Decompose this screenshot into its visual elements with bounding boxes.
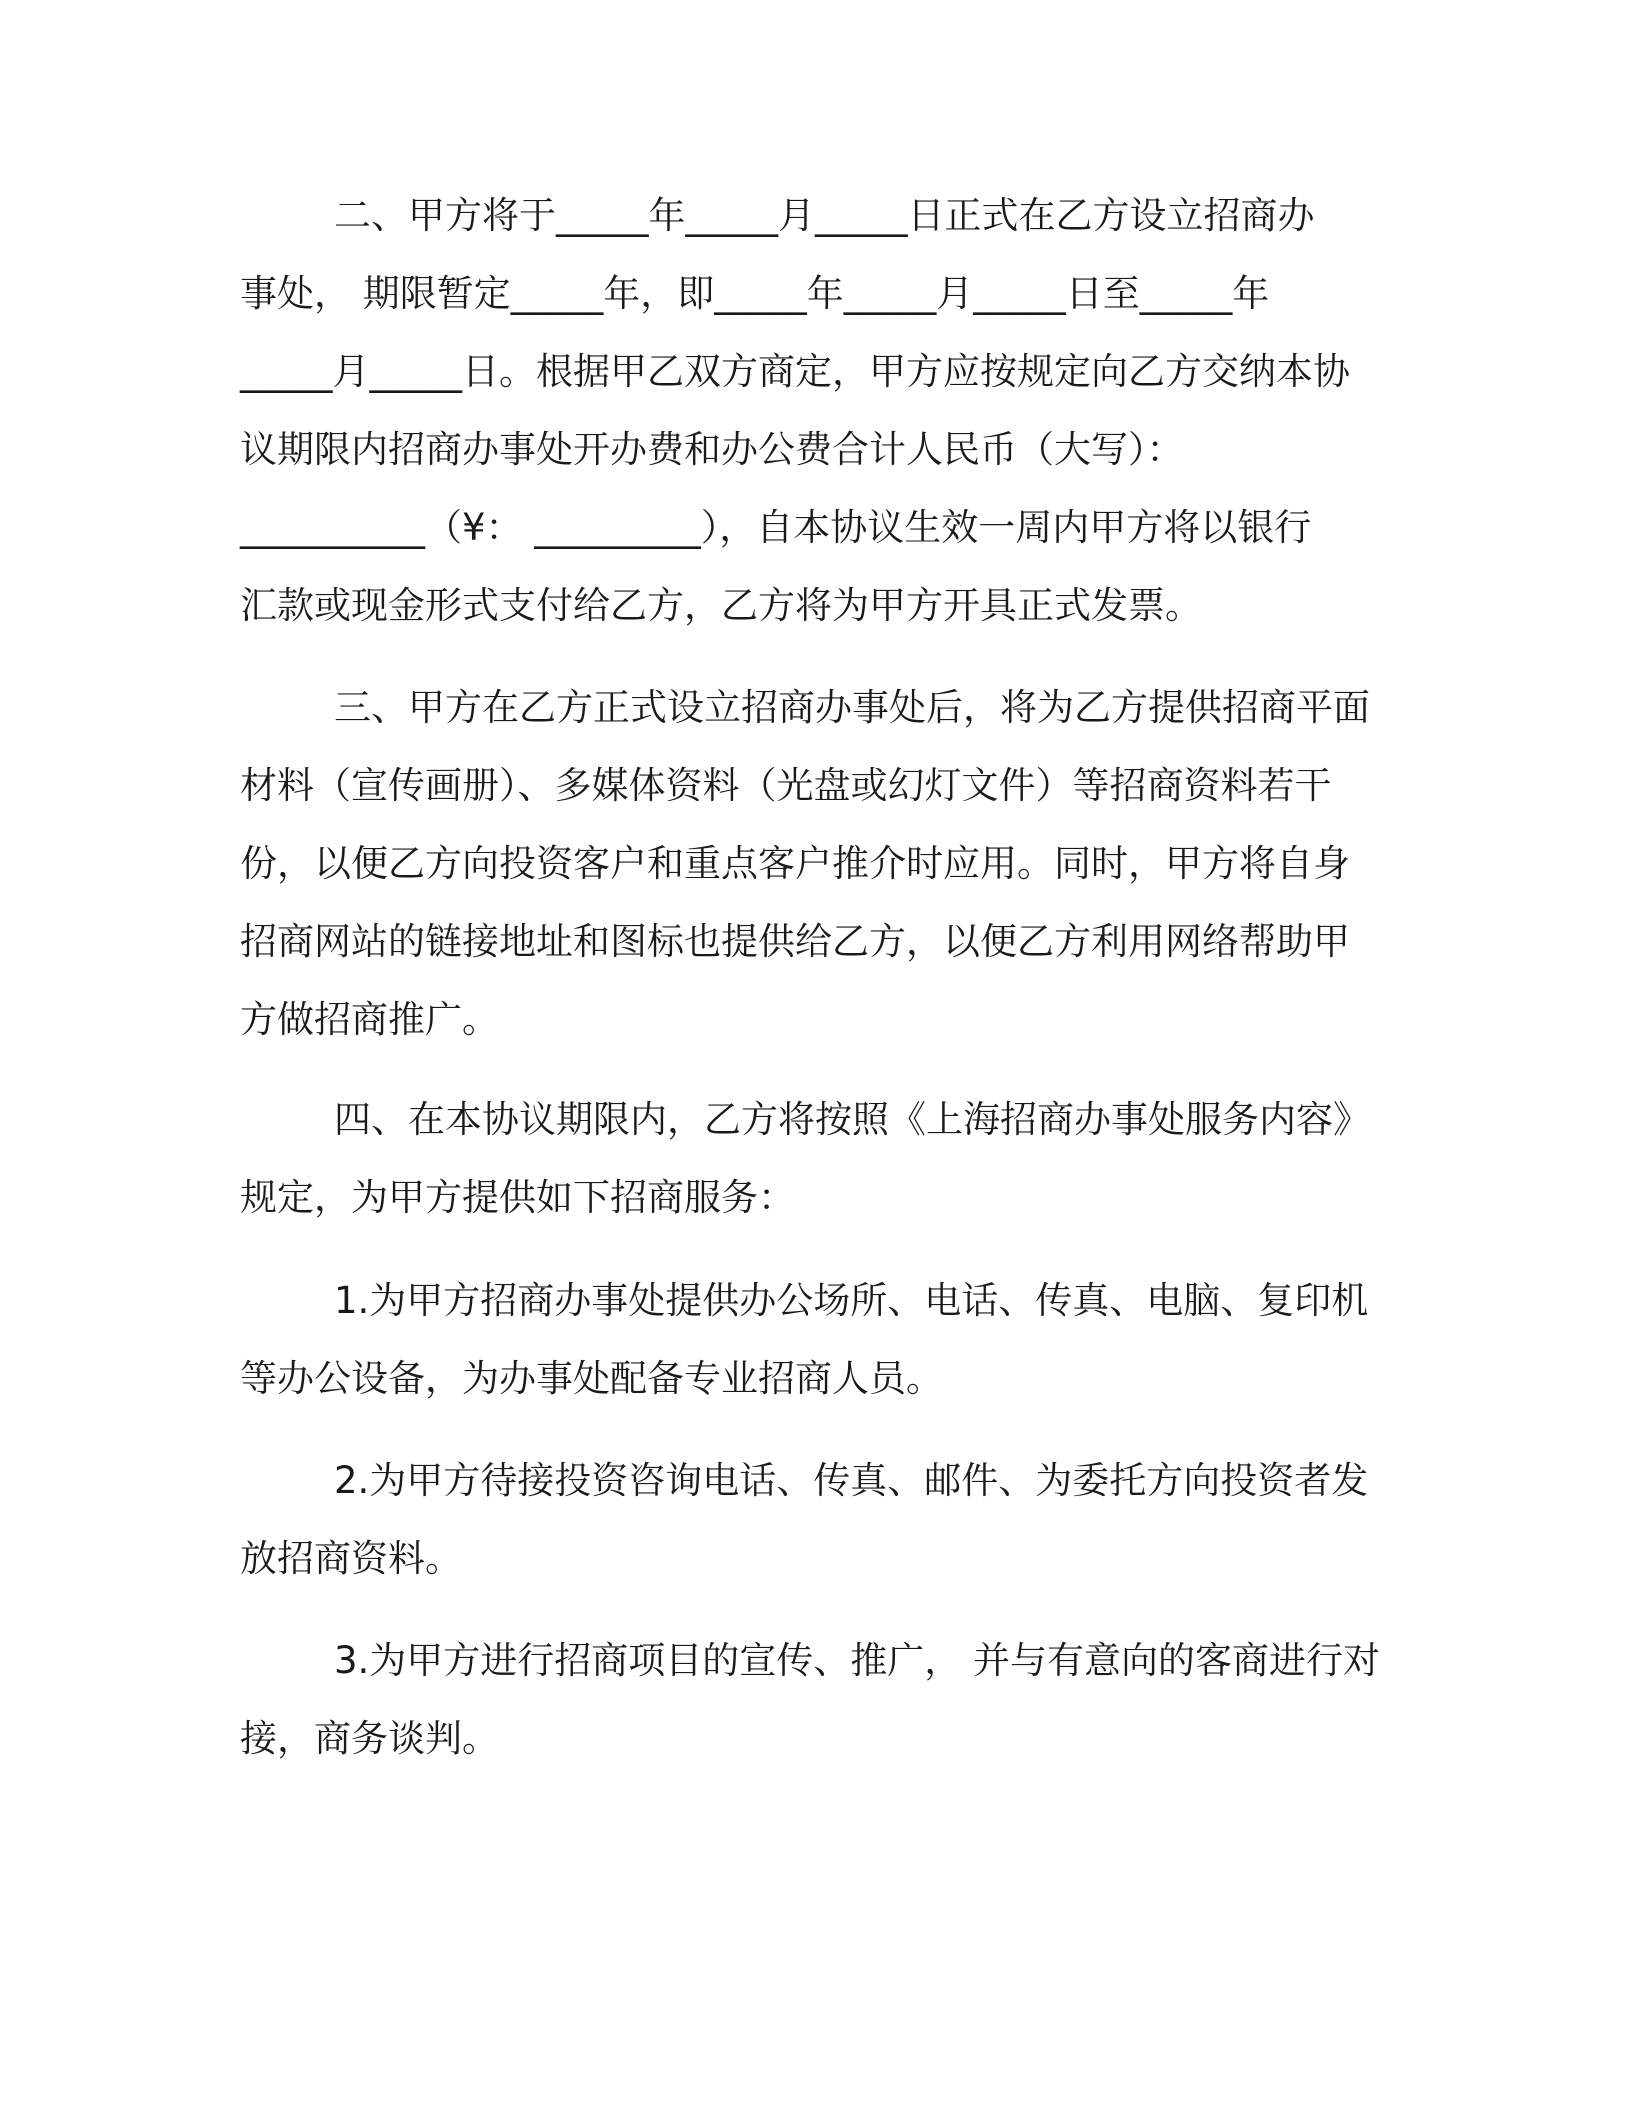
service-item-3-line-2: 接，商务谈判。 [240, 1717, 499, 1760]
section-4-line-1: 四、在本协议期限内，乙方将按照《上海招商办事处服务内容》 [334, 1098, 1370, 1141]
section-3-line-4: 招商网站的链接地址和图标也提供给乙方，以便乙方利用网络帮助甲 [240, 920, 1350, 963]
section-3-line-2: 材料（宣传画册）、多媒体资料（光盘或幻灯文件）等招商资料若干 [240, 764, 1332, 807]
section-3-line-5: 方做招商推广。 [240, 998, 499, 1041]
service-item-2-line-2: 放招商资料。 [240, 1537, 462, 1580]
service-item-1-line-2: 等办公设备，为办事处配备专业招商人员。 [240, 1357, 943, 1400]
service-item-1-line-1: 1.为甲方招商办事处提供办公场所、电话、传真、电脑、复印机 [334, 1279, 1369, 1322]
section-2-line-6: 汇款或现金形式支付给乙方，乙方将为甲方开具正式发票。 [240, 584, 1202, 627]
service-item-3-line-1: 3.为甲方进行招商项目的宣传、推广， 并与有意向的客商进行对 [334, 1639, 1381, 1682]
service-item-2-line-1: 2.为甲方待接投资咨询电话、传真、邮件、为委托方向投资者发 [334, 1459, 1369, 1502]
section-2-line-3: _____月_____日。根据甲乙双方商定，甲方应按规定向乙方交纳本协 [240, 350, 1350, 393]
section-3-line-1: 三、甲方在乙方正式设立招商办事处后，将为乙方提供招商平面 [334, 686, 1370, 729]
section-2-line-2: 事处， 期限暂定_____年，即_____年_____月_____日至_____年 [240, 272, 1270, 315]
section-2-line-1: 二、甲方将于_____年_____月_____日正式在乙方设立招商办 [334, 194, 1315, 237]
section-3-line-3: 份，以便乙方向投资客户和重点客户推介时应用。同时，甲方将自身 [240, 842, 1350, 885]
section-2-line-4: 议期限内招商办事处开办费和办公费合计人民币（大写）： [240, 428, 1184, 471]
section-2-line-5: __________（¥： _________），自本协议生效一周内甲方将以银行 [240, 506, 1312, 549]
section-4-line-2: 规定，为甲方提供如下招商服务： [240, 1176, 795, 1219]
